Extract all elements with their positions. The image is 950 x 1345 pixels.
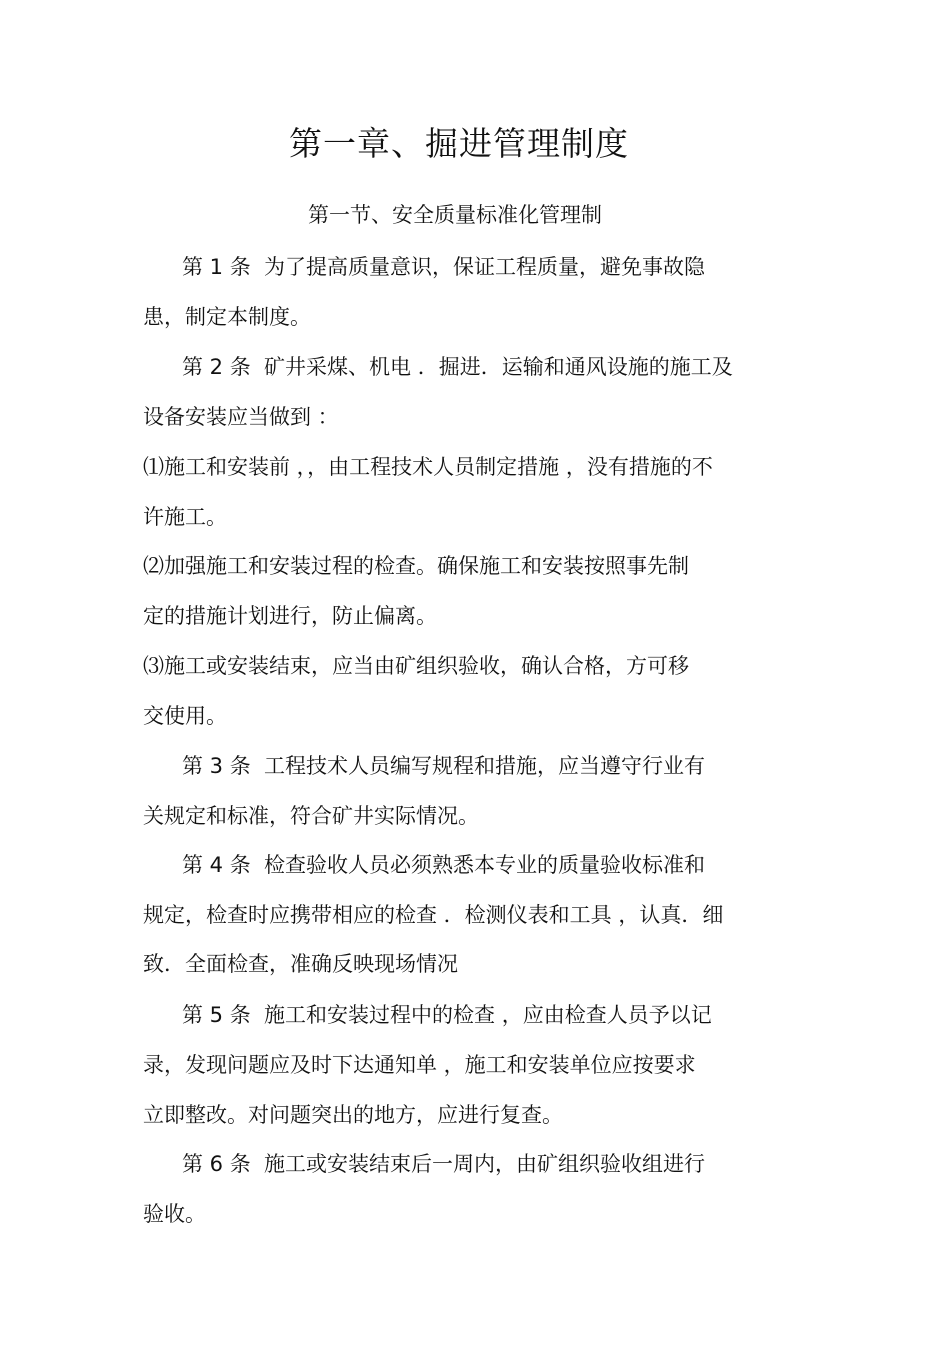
article-5-line-1: 第 5 条 施工和安装过程中的检查 ，应由检查人员予以记 — [182, 1003, 712, 1027]
section-subtitle: 第一节、安全质量标准化管理制 — [308, 203, 602, 227]
item-2-line-1: ⑵加强施工和安装过程的检查。确保施工和安装按照事先制 — [143, 554, 689, 578]
article-1-line-1: 第 1 条 为了提高质量意识，保证工程质量，避免事故隐 — [182, 255, 706, 279]
article-5-line-2: 录，发现问题应及时下达通知单 ，施工和安装单位应按要求 — [143, 1053, 696, 1077]
item-3-line-2: 交使用。 — [143, 704, 227, 728]
article-1-line-2: 患，制定本制度。 — [143, 305, 311, 329]
article-4-line-3: 致．全面检查，准确反映现场情况 — [143, 952, 458, 976]
item-1-line-1: ⑴施工和安装前 ，，由工程技术人员制定措施 ，没有措施的不 — [143, 455, 713, 479]
item-3-line-1: ⑶施工或安装结束，应当由矿组织验收，确认合格，方可移 — [143, 654, 689, 678]
item-2-line-2: 定的措施计划进行，防止偏离。 — [143, 604, 437, 628]
article-4-line-1: 第 4 条 检查验收人员必须熟悉本专业的质量验收标准和 — [182, 853, 706, 877]
article-4-line-2: 规定，检查时应携带相应的检查 ．检测仪表和工具 ，认真．细 — [143, 903, 724, 927]
article-6-line-2: 验收。 — [143, 1202, 206, 1226]
article-2-line-2: 设备安装应当做到 ： — [143, 405, 339, 429]
article-6-line-1: 第 6 条 施工或安装结束后一周内，由矿组织验收组进行 — [182, 1152, 706, 1176]
chapter-title: 第一章、掘进管理制度 — [289, 124, 629, 163]
item-1-line-2: 许施工。 — [143, 505, 227, 529]
article-2-line-1: 第 2 条 矿井采煤、机电 ．掘进．运输和通风设施的施工及 — [182, 355, 733, 379]
article-3-line-1: 第 3 条 工程技术人员编写规程和措施，应当遵守行业有 — [182, 754, 706, 778]
article-5-line-3: 立即整改。对问题突出的地方，应进行复查。 — [143, 1103, 563, 1127]
article-3-line-2: 关规定和标准，符合矿井实际情况。 — [143, 804, 479, 828]
